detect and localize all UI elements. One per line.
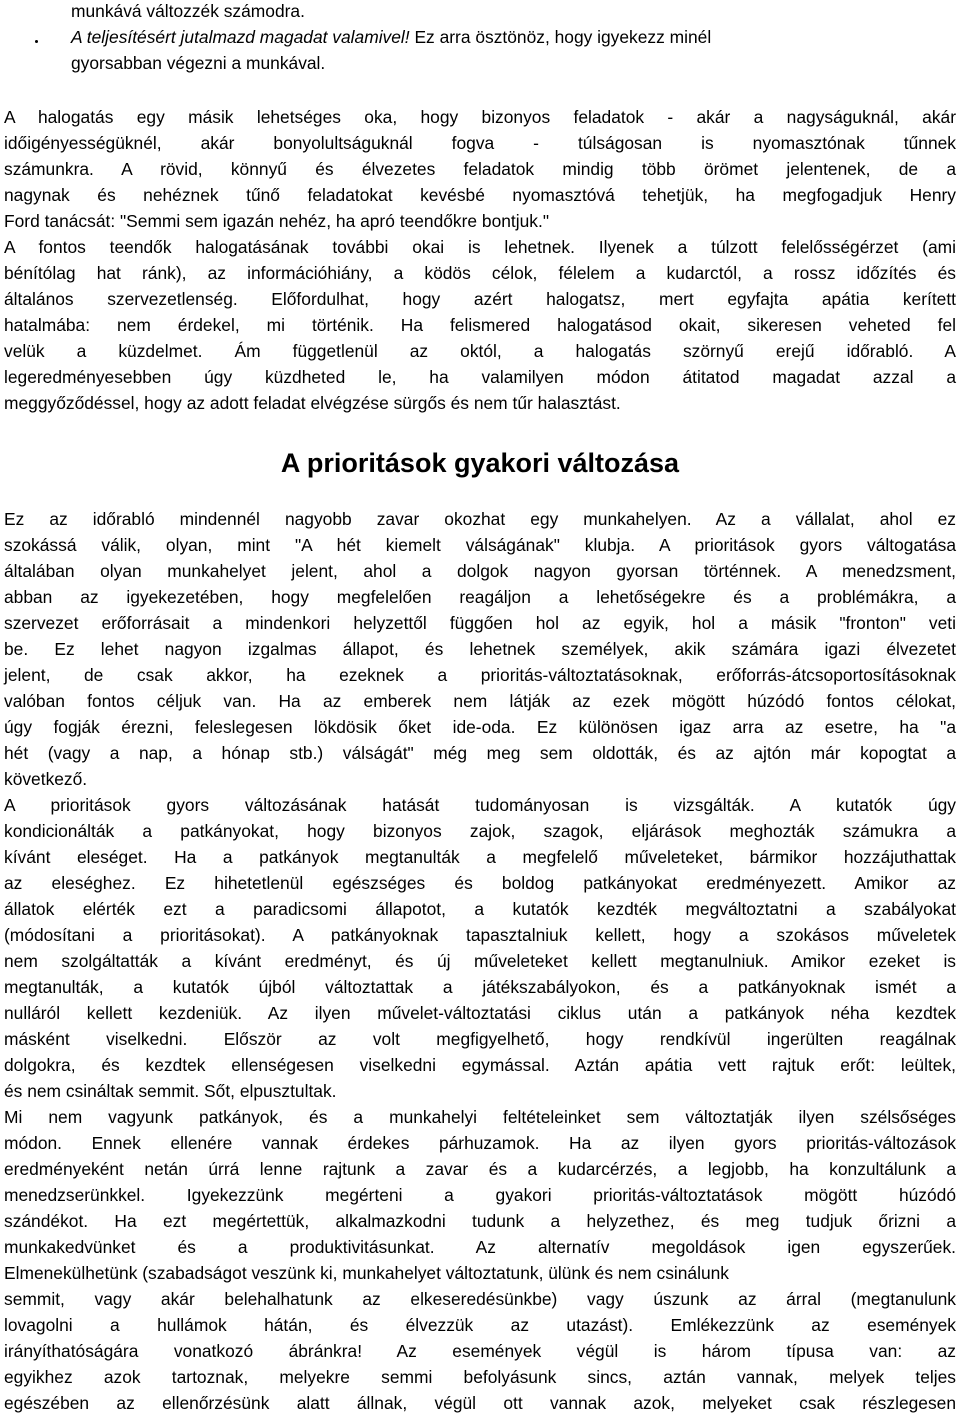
- text-line: és nem csináltak semmit. Sőt, elpusztultak.: [4, 1081, 337, 1101]
- text-line: egészében az ellenőrzésünk alatt állnak, végül ott vannak azok, melyeket csak részlegesen: [4, 1393, 956, 1413]
- text-line: hét (vagy a nap, a hónap stb.) válságát" még meg sem oldották, és az ajtón már kopogtat a: [4, 743, 956, 763]
- text-line: munkakedvünket és a produktivitásunkat. Az alternatív megoldások igen egyszerűek.: [4, 1237, 956, 1257]
- text-line: szokássá válik, olyan, mint "A hét kiemelt válságának" klubja. A prioritások gyors váltogatása: [4, 535, 956, 555]
- text-line: valóban fontos céljuk van. Ha az emberek nem látják az ezek mögött húzódó fontos célokat,: [4, 691, 956, 711]
- text-line: nagynak és nehéznek tűnő feladatokat kevésbé nyomasztóvá tehetjük, ha megfogadjuk Henry: [4, 185, 956, 205]
- text-line: munkává változzék számodra.: [71, 1, 305, 21]
- bullet-item-line: [71, 24, 711, 50]
- text-line: abban az igyekezetében, hogy megfelelően reagáljon a lehetőségekre és a problémákra, a: [4, 587, 956, 607]
- text-line: Elmenekülhetünk (szabadságot veszünk ki, munkahelyet változtatunk, ülünk és nem csinálunk: [4, 1263, 730, 1283]
- text-line: számunkra. A rövid, könnyű és élvezetes feladatok mindig több örömet jelentenek, de a: [4, 159, 956, 179]
- text-line: hatalmába: nem érdekel, mi történik. Ha felismered halogatásod okait, sikeresen veheted fel: [4, 315, 956, 335]
- text-line: szervezet erőforrásait a mindenkori helyzettől függően hol az egyik, hol a másik "fronton" veti: [4, 613, 956, 633]
- text-line: általában olyan munkahelyet jelent, ahol a dolgok nagyon gyorsan történnek. A menedzsment,: [4, 561, 956, 581]
- text-line: menedzserünkkel. Igyekezzünk megérteni a gyakori prioritás-változtatások mögött húzódó: [4, 1185, 956, 1205]
- text-line: Mi nem vagyunk patkányok, és a munkahelyi feltételeinket sem változtatják ilyen szélsőséges: [4, 1107, 956, 1127]
- text-line: nulláról kellett kezdeniük. Az ilyen művelet-változtatási ciklus után a patkányok néha kezdtek: [4, 1003, 956, 1023]
- text-line: másként viselkedni. Először az volt megfigyelhető, hogy rendkívül ingerülten reagálnak: [4, 1029, 956, 1049]
- text-line: be. Ez lehet nagyon izgalmas állapot, és lehetnek személyek, akik számára igazi élvezetet: [4, 639, 956, 659]
- text-line: következő.: [4, 769, 88, 789]
- text-line: úgy fogják érezni, feleslegesen lökdösik őket ide-oda. Ez különösen igaz arra az esetre, ha "a: [4, 717, 956, 737]
- emphasis-text: A teljesítésért jutalmazd magadat valamivel!: [71, 27, 410, 47]
- text-line: módon. Ennek ellenére vannak érdekes párhuzamok. Ha az ilyen gyors prioritás-változások: [4, 1133, 956, 1153]
- text-line: általános szervezetlenség. Előfordulhat, hogy azért halogatsz, mert egyfajta apátia kerített: [4, 289, 956, 309]
- text-line: (módosítani a prioritásokat). A patkányoknak tapasztalniuk kellett, hogy a szokásos műveletek: [4, 925, 956, 945]
- text-line: A halogatás egy másik lehetséges oka, hogy bizonyos feladatok - akár a nagyságuknál, akár: [4, 107, 956, 127]
- text-line: szándékot. Ha ezt megértettük, alkalmazkodni tudunk a helyzethez, és meg tudjuk őrizni a: [4, 1211, 956, 1231]
- text-line: dolgokra, és kezdtek ellenségesen viselkedni egymással. Aztán apátia vett rajtuk erőt: leültek,: [4, 1055, 956, 1075]
- text-line: eredményeként netán úrrá lenne rajtunk a zavar és a kudarcérzés, a legjobb, ha konzultálunk a: [4, 1159, 956, 1179]
- text-span: Ez arra ösztönöz, hogy igyekezz minél: [409, 27, 712, 47]
- text-line: meggyőződéssel, hogy az adott feladat elvégzése sürgős és nem tűr halasztást.: [4, 393, 621, 413]
- text-line: kondicionálták a patkányokat, hogy bizonyos zajok, szagok, eljárások meghozták számukra a: [4, 821, 956, 841]
- text-line: legeredményesebben úgy küzdheted le, ha valamilyen módon átitatod magadat azzal a: [4, 367, 956, 387]
- text-line: A fontos teendők halogatásának további okai is lehetnek. Ilyenek a túlzott felelősségérzet (ami: [4, 237, 956, 257]
- text-line: Ford tanácsát: "Semmi sem igazán nehéz, ha apró teendőkre bontjuk.": [4, 211, 549, 231]
- text-line: nem szolgáltatták a kívánt eredményt, és új műveleteket kellett megtanulniuk. Amikor ezeket is: [4, 951, 956, 971]
- text-line: jelent, de csak akkor, ha ezeknek a prioritás-változtatásoknak, erőforrás-átcsoportosításoknak: [4, 665, 956, 685]
- text-line: az eleséghez. Ez hihetetlenül egészséges és boldog patkányokat eredményezett. Amikor az: [4, 873, 956, 893]
- text-line: időigényességüknél, akár bonyolultságuknál fogva - túlságosan is nyomasztónak tűnnek: [4, 133, 956, 153]
- text-line: Ez az időrabló mindennél nagyobb zavar okozhat egy munkahelyen. Az a vállalat, ahol ez: [4, 509, 956, 529]
- text-line: lovagolni a hullámok hátán, és élvezzük az utazást). Emlékezzünk az események: [4, 1315, 956, 1335]
- text-line: megtanulták, a kutatók újból változtattak a játékszabályokon, és a patkányoknak ismét a: [4, 977, 956, 997]
- text-line: egyikhez azok tartoznak, melyekre semmi befolyásunk sincs, aztán vannak, melyek teljes: [4, 1367, 956, 1387]
- bullet-dot: [35, 40, 38, 43]
- text-line: velük a küzdelmet. Ám függetlenül az októl, a halogatás szörnyű erejű időrabló. A: [4, 341, 956, 361]
- text-line: bénítólag hat ránk), az információhiány, a ködös célok, félelem a kudarctól, a rossz időzítés és: [4, 263, 956, 283]
- text-line: semmit, vagy akár belehalhatunk az elkeseredésünkbe) vagy úszunk az árral (megtanulunk: [4, 1289, 956, 1309]
- section-heading: A prioritások gyakori változása: [280, 448, 680, 478]
- text-line: kívánt eleséget. Ha a patkányok megtanulták a megfelelő műveleteket, bármikor hozzájuthattak: [4, 847, 956, 867]
- text-line: irányíthatóságára vonatkozó ábránkra! Az események végül is három típusa van: az: [4, 1341, 956, 1361]
- text-line: A prioritások gyors változásának hatását tudományosan is vizsgálták. A kutatók úgy: [4, 795, 956, 815]
- text-line: állatok elérték ezt a paradicsomi állapotot, a kutatók kezdték megváltoztatni a szabályokat: [4, 899, 956, 919]
- text-line: gyorsabban végezni a munkával.: [71, 53, 326, 73]
